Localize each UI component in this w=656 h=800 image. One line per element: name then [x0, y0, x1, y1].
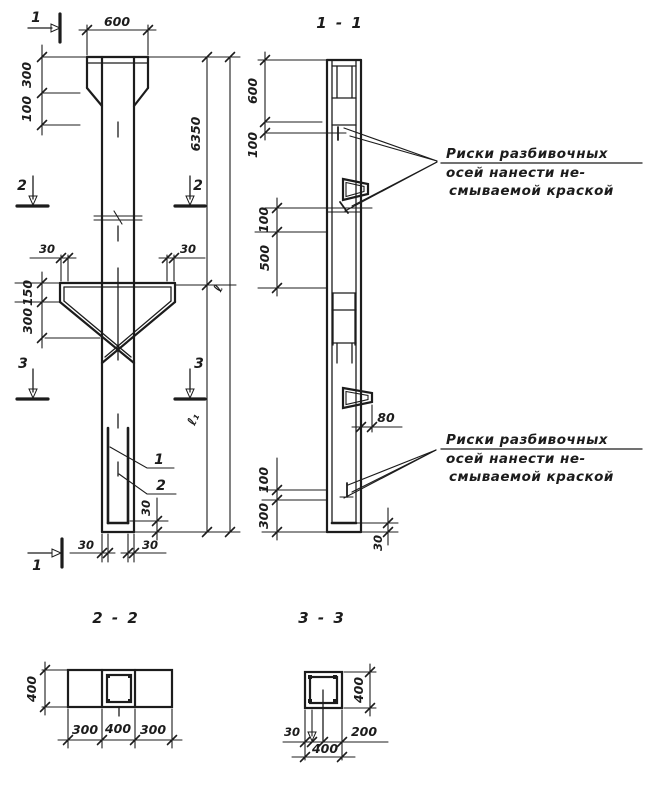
- section-3-3-title: 3 - 3: [298, 609, 346, 627]
- dim-6350: 6350: [188, 116, 203, 152]
- dim-100-side-mid: 100: [256, 206, 271, 234]
- section-marker-3-left: 3: [18, 356, 28, 372]
- annotation-top-line3: смываемой краской: [449, 183, 614, 199]
- dim-300-right-2-2: 300: [139, 722, 167, 737]
- dim-300-side-bottom: 300: [256, 502, 271, 530]
- section-marker-2-left: 2: [17, 178, 27, 194]
- section-1-1-title: 1 - 1: [316, 14, 364, 32]
- section-3-3-view: [283, 609, 388, 762]
- dim-400-bottom-3-3: 400: [311, 741, 339, 756]
- annotation-top-line2: осей нанести не-: [446, 165, 586, 181]
- dim-500-side: 500: [257, 244, 272, 272]
- callout-1-label: 1: [154, 452, 164, 468]
- dim-l-total: ℓ: [209, 282, 226, 294]
- section-2-2-title: 2 - 2: [92, 609, 140, 627]
- dim-300-console: 300: [20, 307, 35, 335]
- dim-100-side-top: 100: [245, 131, 260, 159]
- section-marker-1-top: 1: [31, 10, 41, 26]
- dim-100-taper: 100: [19, 95, 34, 123]
- dim-80-loop: 80: [377, 410, 395, 425]
- dim-600-side: 600: [245, 77, 260, 105]
- section-markers: [17, 14, 205, 567]
- dim-150-console: 150: [20, 279, 35, 307]
- callout-2-label: 2: [156, 478, 166, 494]
- dim-400-mid-2-2: 400: [104, 721, 132, 736]
- annotation-bottom-line2: осей нанести не-: [446, 451, 586, 467]
- section-marker-1-bottom: 1: [32, 558, 42, 574]
- dim-400-height-2-2: 400: [24, 675, 39, 703]
- dim-30-3-3: 30: [283, 725, 301, 739]
- dim-30-bottom-right: 30: [141, 538, 159, 552]
- dim-30-console-right: 30: [179, 242, 197, 256]
- section-marker-3-right: 3: [194, 356, 204, 372]
- annotation-bottom-line3: смываемой краской: [449, 469, 614, 485]
- dim-200-3-3: 200: [350, 724, 378, 739]
- column-outline: [87, 57, 148, 532]
- section-2-2-geometry: [68, 670, 172, 716]
- section-2-2-view: [24, 609, 182, 748]
- dim-300-cap: 300: [19, 61, 34, 89]
- dim-30-side-cover: 30: [371, 534, 385, 552]
- side-dimensions: [255, 52, 402, 545]
- main-view: [15, 10, 240, 574]
- callout-leaders: [110, 447, 176, 494]
- section-marker-2-right: 2: [193, 178, 203, 194]
- dim-400-height-3-3: 400: [351, 676, 366, 704]
- annotation-bottom-line1: Риски разбивочных: [446, 432, 609, 448]
- dim-30-cover-bottom: 30: [139, 499, 153, 517]
- dim-100-side-bottom: 100: [256, 466, 271, 494]
- section-1-1-view: [245, 14, 642, 551]
- dim-30-console-left: 30: [38, 242, 56, 256]
- annotation-top-line1: Риски разбивочных: [446, 146, 609, 162]
- side-column-outline: [265, 60, 372, 532]
- dim-30-bottom-left: 30: [77, 538, 95, 552]
- dim-300-left-2-2: 300: [71, 722, 99, 737]
- dim-l1-lower: ℓ₁: [183, 410, 203, 428]
- dim-600-top: 600: [103, 14, 131, 29]
